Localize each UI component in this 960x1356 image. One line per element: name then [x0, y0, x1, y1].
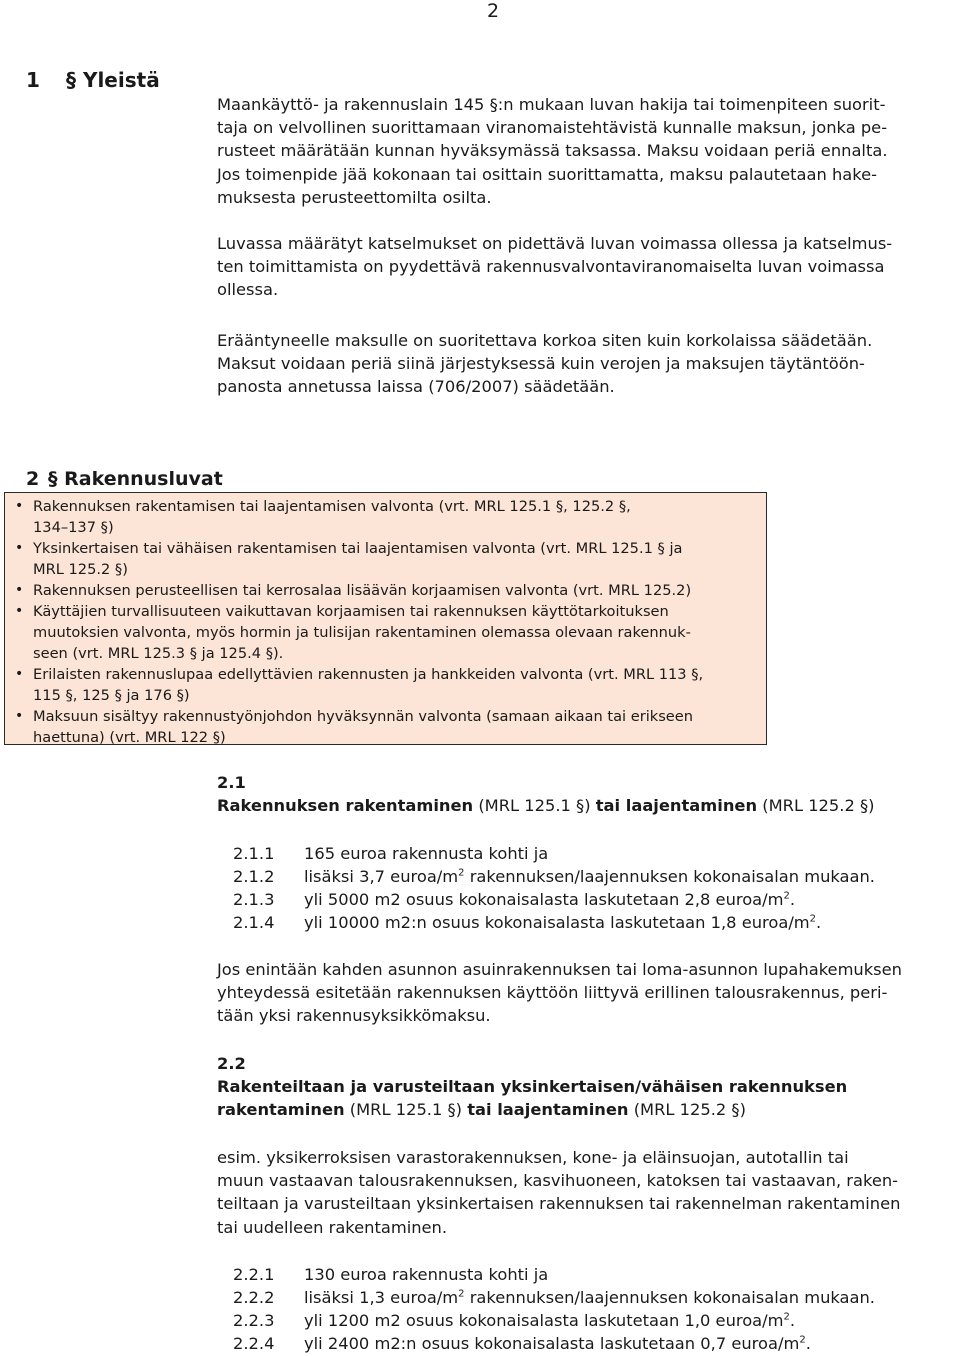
text-line: Maankäyttö- ja rakennuslain 145 §:n mukaan luvan hakija tai toimenpiteen suorit-	[217, 95, 886, 114]
text-line: muksesta perusteettomilta osilta.	[217, 187, 492, 207]
list-item-line: 115 §, 125 § ja 176 §)	[33, 687, 190, 704]
title-normal-part: (MRL 125.2 §)	[628, 1100, 746, 1120]
subsection-2-2-title-line-1: Rakenteiltaan ja varusteiltaan yksinkertaisen/vähäisen rakennuksen	[217, 1077, 848, 1097]
rate-row	[233, 865, 875, 888]
permit-list-item	[15, 664, 760, 706]
rate-row	[233, 888, 875, 911]
permit-list-item	[15, 601, 760, 664]
text-line: taja on velvollinen suorittamaan viranomaistehtävistä kunnalle maksun, jonka pe-	[217, 118, 888, 138]
rate-number: 2.2.2	[233, 1288, 275, 1307]
list-item-line: • Rakennuksen rakentamisen tai laajentamisen valvonta (vrt. MRL 125.1 §, 125.2 §,	[33, 498, 631, 515]
title-normal-part: (MRL 125.1 §)	[473, 796, 596, 816]
rate-text	[304, 1263, 548, 1286]
text-line: Jos enintään kahden asunnon asuinrakennuksen tai loma-asunnon lupahakemuksen	[217, 960, 902, 979]
permit-list-item	[15, 580, 760, 601]
list-item-line: MRL 125.2 §)	[33, 561, 128, 578]
text-line: teiltaan ja varusteiltaan yksinkertaisen rakennuksen tai rakennelman rakentaminen	[217, 1194, 901, 1214]
text-line: Luvassa määrätyt katselmukset on pidettävä luvan voimassa ollessa ja katselmus-	[217, 234, 893, 253]
rate-superscript: 2	[799, 1334, 806, 1346]
page-number: 2	[487, 0, 500, 22]
rate-text	[304, 1286, 875, 1309]
text-line: Erääntyneelle maksulle on suoritettava korkoa siten kuin korkolaissa säädetään.	[217, 331, 873, 350]
rate-number: 2.2.4	[233, 1334, 275, 1353]
permit-list-item	[15, 496, 760, 538]
text-line: tai uudelleen rakentaminen.	[217, 1217, 448, 1237]
list-item-line: haettuna) (vrt. MRL 122 §)	[33, 729, 226, 746]
rate-text-main: 130 euroa rakennusta kohti ja	[304, 1265, 549, 1284]
section-sign-icon: §	[48, 468, 58, 490]
subsection-2-2-heading	[217, 1052, 957, 1122]
text-line: muun vastaavan talousrakennuksen, kasvihuoneen, katoksen tai vastaavan, raken-	[217, 1171, 899, 1191]
rate-list-2-2	[233, 1263, 875, 1355]
rate-text-tail: rakennuksen/laajennuksen kokonaisalan mukaan.	[464, 867, 875, 886]
rate-row	[233, 1332, 875, 1355]
section-1-title: Yleistä	[82, 68, 160, 92]
text-line: ten toimittamista on pyydettävä rakennusvalvontaviranomaiselta luvan voimassa	[217, 257, 885, 277]
list-item-line: 134–137 §)	[33, 519, 114, 536]
building-permits-list	[15, 496, 760, 748]
section-1-number: 1	[26, 68, 40, 92]
rate-text-main: 165 euroa rakennusta kohti ja	[304, 844, 549, 863]
rate-number: 2.1.1	[233, 844, 275, 863]
title-normal-part: (MRL 125.1 §)	[344, 1100, 468, 1120]
rate-row	[233, 1263, 875, 1286]
rate-text-main: yli 10000 m2:n osuus kokonaisalasta laskutetaan 1,8 euroa/m	[304, 913, 810, 932]
rate-text-main: yli 1200 m2 osuus kokonaisalasta laskutetaan 1,0 euroa/m	[304, 1311, 784, 1330]
rate-row	[233, 911, 875, 934]
subsection-2-1-note	[217, 958, 957, 1028]
subsection-2-1-number: 2.1	[217, 773, 246, 792]
list-item-line: • Maksuun sisältyy rakennustyönjohdon hyväksynnän valvonta (samaan aikaan tai erikseen	[33, 708, 694, 725]
text-line: esim. yksikerroksisen varastorakennuksen, kone- ja eläinsuojan, autotallin tai	[217, 1148, 849, 1167]
rate-text	[304, 1332, 811, 1355]
permit-list-item	[15, 706, 760, 748]
list-item-line: • Käyttäjien turvallisuuteen vaikuttavan korjaamisen tai rakennuksen käyttötarkoituksen	[33, 603, 669, 620]
rate-number: 2.1.4	[233, 913, 275, 932]
rate-text-main: yli 5000 m2 osuus kokonaisalasta laskutetaan 2,8 euroa/m	[304, 890, 784, 909]
section-1-paragraph-1	[217, 93, 957, 209]
text-line: ollessa.	[217, 280, 279, 300]
rate-number: 2.1.3	[233, 890, 275, 909]
text-line: rusteet määrätään kunnan hyväksymässä taksassa. Maksu voidaan periä ennalta.	[217, 141, 888, 161]
title-bold-part: rakentaminen	[217, 1100, 345, 1120]
title-normal-part: (MRL 125.2 §)	[757, 796, 875, 816]
list-item-line: seen (vrt. MRL 125.3 § ja 125.4 §).	[33, 645, 284, 662]
section-2-heading	[26, 468, 223, 490]
rate-row	[233, 1309, 875, 1332]
rate-row	[233, 842, 875, 865]
title-bold-part: tai laajentaminen	[467, 1100, 629, 1120]
text-line: Maksut voidaan periä siinä järjestyksessä kuin verojen ja maksujen täytäntöön-	[217, 354, 865, 374]
rate-text	[304, 842, 548, 865]
rate-superscript: 2	[783, 1311, 790, 1323]
rate-superscript: 2	[458, 867, 465, 879]
subsection-2-2-title-line-2	[217, 1098, 957, 1121]
building-permits-box	[4, 492, 767, 745]
list-item-line: muutoksien valvonta, myös hormin ja tulisijan rakentaminen olemassa olevaan rakennuk-	[33, 624, 691, 641]
text-line: tään yksi rakennusyksikkömaksu.	[217, 1006, 491, 1026]
subsection-2-2-number: 2.2	[217, 1054, 246, 1073]
section-1-paragraph-3	[217, 329, 957, 399]
rate-number: 2.2.1	[233, 1265, 275, 1284]
title-bold-part: tai laajentaminen	[595, 796, 758, 816]
section-1-heading	[26, 68, 160, 92]
section-2-number: 2	[26, 468, 40, 490]
text-line: Jos toimenpide jää kokonaan tai osittain suorittamatta, maksu palautetaan hake-	[217, 164, 877, 184]
rate-text-main: lisäksi 3,7 euroa/m	[304, 867, 459, 886]
rate-superscript: 2	[783, 890, 790, 902]
subsection-2-1-title	[217, 794, 957, 817]
rate-text-tail: rakennuksen/laajennuksen kokonaisalan mukaan.	[464, 1288, 875, 1307]
rate-list-2-1	[233, 842, 875, 934]
rate-text-main: lisäksi 1,3 euroa/m	[304, 1288, 459, 1307]
section-1-paragraph-2	[217, 232, 957, 302]
rate-text-tail: .	[789, 1311, 796, 1330]
list-item-line: • Yksinkertaisen tai vähäisen rakentamisen tai laajentamisen valvonta (vrt. MRL 125.1 § ja	[33, 540, 683, 557]
rate-text	[304, 1309, 795, 1332]
subsection-2-1-heading	[217, 771, 957, 817]
rate-number: 2.2.3	[233, 1311, 275, 1330]
title-bold-part: Rakennuksen rakentaminen	[217, 796, 474, 816]
rate-text-tail: .	[805, 1334, 811, 1353]
subsection-2-2-example	[217, 1146, 957, 1239]
text-line: panosta annetussa laissa (706/2007) säädetään.	[217, 377, 615, 397]
rate-superscript: 2	[458, 1288, 465, 1300]
rate-text	[304, 888, 795, 911]
rate-text-main: yli 2400 m2:n osuus kokonaisalasta laskutetaan 0,7 euroa/m	[304, 1334, 800, 1353]
rate-number: 2.1.2	[233, 867, 275, 886]
rate-text	[304, 865, 875, 888]
list-item-line: • Rakennuksen perusteellisen tai kerrosalaa lisäävän korjaamisen valvonta (vrt. MRL 125.2)	[33, 582, 692, 599]
section-sign-icon: §	[66, 68, 76, 92]
section-2-title: Rakennusluvat	[64, 468, 223, 490]
rate-text-tail: .	[816, 913, 822, 932]
list-item-line: • Erilaisten rakennuslupaa edellyttävien rakennusten ja hankkeiden valvonta (vrt. MRL 113 §,	[33, 666, 704, 683]
rate-text	[304, 911, 821, 934]
text-line: yhteydessä esitetään rakennuksen käyttöön liittyvä erillinen talousrakennus, peri-	[217, 983, 888, 1003]
rate-text-tail: .	[789, 890, 796, 909]
rate-superscript: 2	[809, 913, 817, 925]
permit-list-item	[15, 538, 760, 580]
rate-row	[233, 1286, 875, 1309]
